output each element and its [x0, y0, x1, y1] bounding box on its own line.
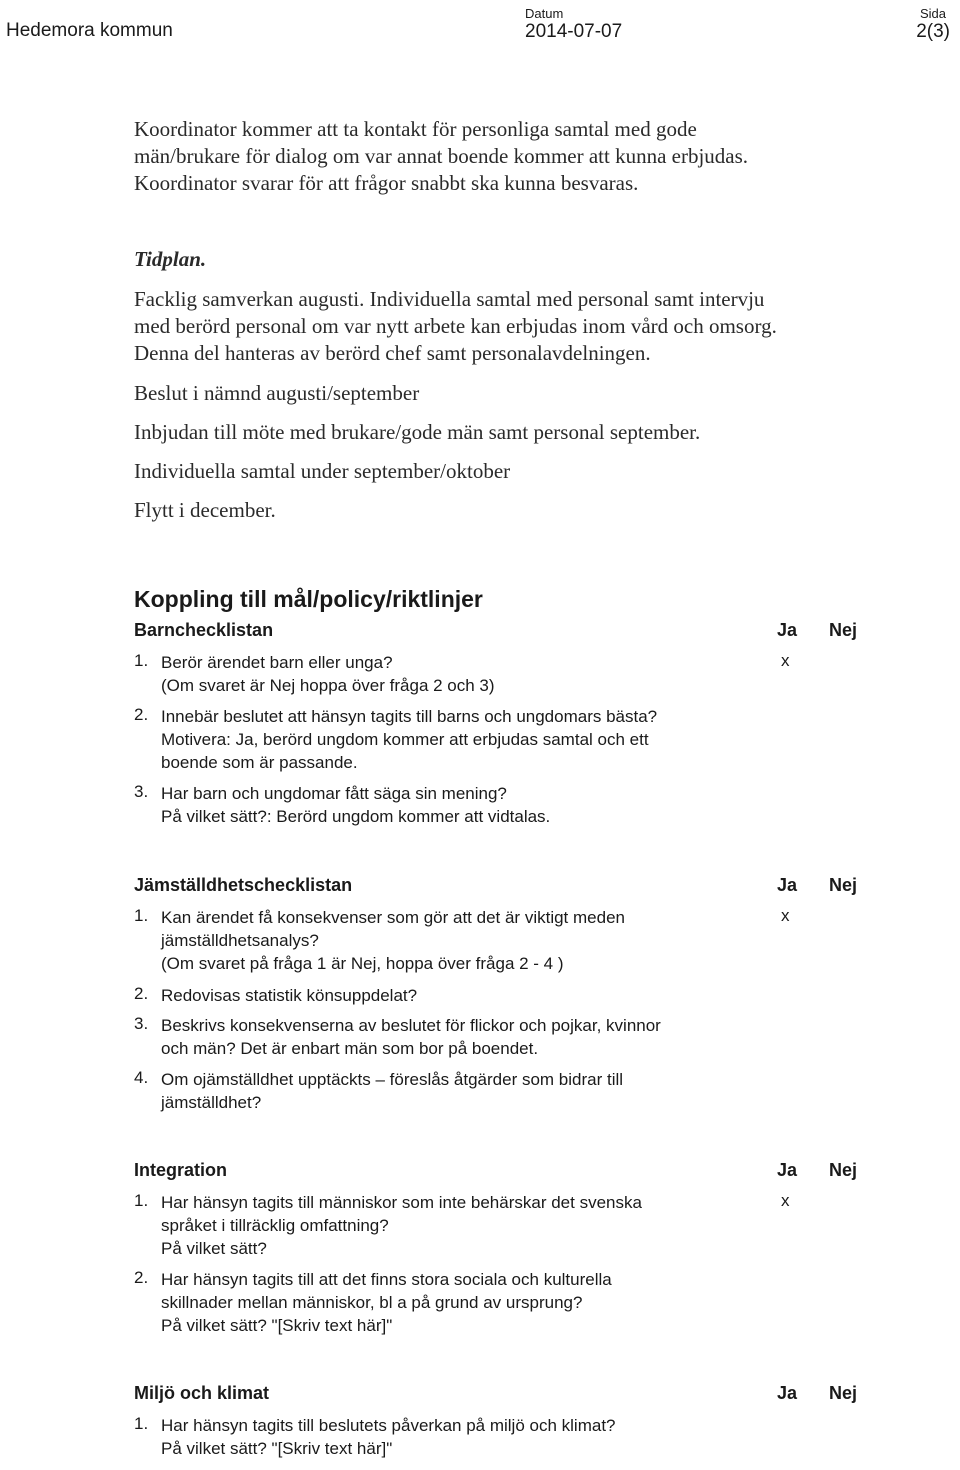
question-line: Har hänsyn tagits till beslutets påverkan på miljö och klimat? — [161, 1416, 616, 1435]
miljo-heading: Miljö och klimat — [134, 1383, 270, 1403]
question-line: och män? Det är enbart män som bor på boendet. — [161, 1039, 539, 1058]
intro-line: Koordinator svarar för att frågor snabbt ska kunna besvaras. — [134, 171, 639, 195]
question-line: På vilket sätt? "[Skriv text här]" — [161, 1316, 393, 1335]
question-line: Beskrivs konsekvenserna av beslutet för flickor och pojkar, kvinnor — [161, 1016, 661, 1035]
question-number: 2. — [134, 984, 149, 1003]
ja-column-header: Ja — [777, 620, 798, 640]
question-line: Redovisas statistik könsuppdelat? — [161, 986, 418, 1005]
question-text — [161, 782, 550, 828]
question-text — [161, 651, 495, 697]
question-line: På vilket sätt?: Berörd ungdom kommer att vidtalas. — [161, 807, 551, 826]
question-line: Innebär beslutet att hänsyn tagits till barns och ungdomars bästa? — [161, 707, 658, 726]
question-line: Om ojämställdhet upptäckts – föreslås åtgärder som bidrar till — [161, 1070, 624, 1089]
question-line: Berör ärendet barn eller unga? — [161, 653, 393, 672]
question-text — [161, 1014, 661, 1060]
question-text — [161, 1068, 623, 1114]
page-label: Sida — [919, 6, 946, 21]
question-line: jämställdhetsanalys? — [161, 931, 319, 950]
question-number: 1. — [134, 1191, 149, 1210]
question-line: boende som är passande. — [161, 753, 358, 772]
question-number: 4. — [134, 1068, 149, 1087]
date-value: 2014-07-07 — [525, 21, 623, 42]
ja-mark: x — [781, 906, 790, 925]
question-text — [161, 984, 417, 1007]
tidplan-item: Inbjudan till möte med brukare/gode män samt personal september. — [134, 420, 701, 444]
jamstalldhet-heading: Jämställdhetschecklistan — [134, 875, 353, 895]
question-number: 2. — [134, 1268, 149, 1287]
barnchecklistan-heading: Barnchecklistan — [134, 620, 274, 640]
tidplan-item: Beslut i nämnd augusti/september — [134, 381, 420, 405]
question-line: Motivera: Ja, berörd ungdom kommer att erbjudas samtal och ett — [161, 730, 649, 749]
intro-paragraph — [134, 116, 748, 197]
question-line: Har barn och ungdomar fått säga sin mening? — [161, 784, 507, 803]
question-line: På vilket sätt? "[Skriv text här]" — [161, 1439, 393, 1458]
question-number: 2. — [134, 705, 149, 724]
date-label: Datum — [525, 6, 564, 21]
intro-line: män/brukare för dialog om var annat boende kommer att kunna erbjudas. — [134, 144, 749, 168]
ja-mark: x — [781, 651, 790, 670]
nej-column-header: Nej — [829, 620, 858, 640]
tidplan-heading: Tidplan. — [134, 247, 207, 271]
tidplan-item: Individuella samtal under september/oktober — [134, 459, 511, 483]
question-number: 3. — [134, 782, 149, 801]
nej-column-header: Nej — [829, 1160, 858, 1180]
question-number: 1. — [134, 906, 149, 925]
ja-column-header: Ja — [777, 1383, 798, 1403]
ja-column-header: Ja — [777, 875, 798, 895]
page-number: 2(3) — [916, 21, 950, 42]
section-title: Koppling till mål/policy/riktlinjer — [134, 586, 483, 612]
question-line: Har hänsyn tagits till att det finns stora sociala och kulturella — [161, 1270, 612, 1289]
question-text — [161, 1191, 642, 1260]
tidplan-line: Facklig samverkan augusti. Individuella samtal med personal samt intervju — [134, 287, 765, 311]
tidplan-item: Flytt i december. — [134, 498, 276, 522]
question-line: (Om svaret är Nej hoppa över fråga 2 och 3) — [161, 676, 495, 695]
ja-column-header: Ja — [777, 1160, 798, 1180]
tidplan-line: Denna del hanteras av berörd chef samt personalavdelningen. — [134, 341, 651, 365]
question-line: På vilket sätt? — [161, 1239, 267, 1258]
question-line: jämställdhet? — [161, 1093, 262, 1112]
ja-mark: x — [781, 1191, 790, 1210]
question-text — [161, 1268, 612, 1337]
question-line: Har hänsyn tagits till människor som inte behärskar det svenska — [161, 1193, 642, 1212]
integration-heading: Integration — [134, 1160, 227, 1180]
intro-line: Koordinator kommer att ta kontakt för personliga samtal med gode — [134, 117, 697, 141]
question-number: 3. — [134, 1014, 149, 1033]
organization-name: Hedemora kommun — [6, 20, 173, 41]
question-text — [161, 906, 625, 975]
nej-column-header: Nej — [829, 875, 858, 895]
question-text — [161, 1414, 616, 1460]
question-number: 1. — [134, 651, 149, 670]
question-number: 1. — [134, 1414, 149, 1433]
question-line: Kan ärendet få konsekvenser som gör att det är viktigt meden — [161, 908, 625, 927]
question-line: (Om svaret på fråga 1 är Nej, hoppa över fråga 2 - 4 ) — [161, 954, 564, 973]
question-text — [161, 705, 657, 774]
tidplan-line: med berörd personal om var nytt arbete kan erbjudas inom vård och omsorg. — [134, 314, 777, 338]
question-line: språket i tillräcklig omfattning? — [161, 1216, 389, 1235]
tidplan-paragraph — [134, 286, 777, 367]
nej-column-header: Nej — [829, 1383, 858, 1403]
question-line: skillnader mellan människor, bl a på grund av ursprung? — [161, 1293, 583, 1312]
